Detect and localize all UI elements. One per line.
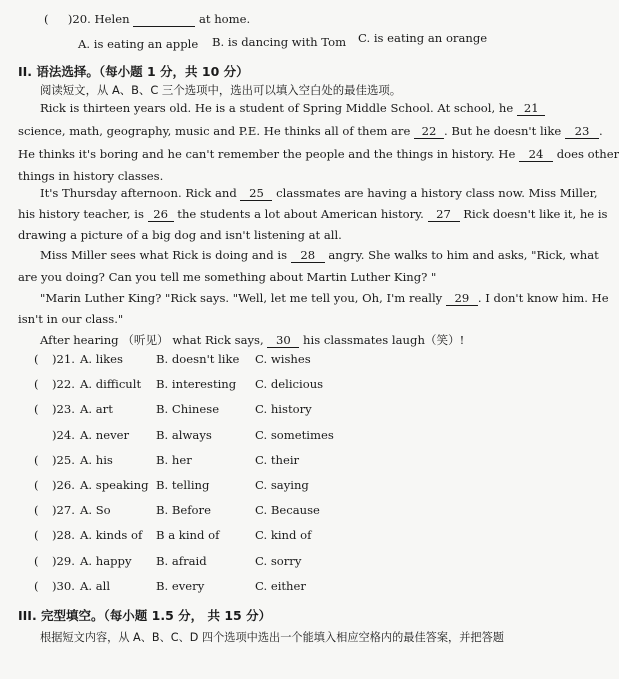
- blank-25: 25: [240, 186, 272, 201]
- passage-text: Miss Miller sees what Rick is doing and is: [40, 248, 288, 262]
- option-b: B. Before: [156, 503, 211, 518]
- passage-text: his classmates laugh（笑）!: [303, 333, 465, 347]
- passage-text: .: [598, 124, 603, 138]
- answer-paren: (: [34, 503, 39, 518]
- option-a: A. difficult: [80, 377, 142, 392]
- q20-stem: [44, 12, 250, 27]
- answer-paren: (: [34, 452, 39, 467]
- question-number: )29.: [52, 553, 75, 568]
- option-c: C. saying: [255, 478, 309, 492]
- option-c: C. sometimes: [255, 427, 334, 442]
- option-c: C. their: [255, 452, 300, 467]
- option-a: A. So: [80, 503, 111, 518]
- passage-line: [40, 248, 599, 263]
- option-a: A. kinds of: [80, 528, 143, 543]
- passage-text: He thinks it's boring and he can't remember the people and the things in history. He: [18, 147, 516, 161]
- blank-30: 30: [267, 333, 299, 348]
- passage-line: [40, 291, 609, 306]
- passage-text: Rick doesn't like it, he is: [463, 207, 608, 221]
- passage-text: his history teacher, is: [18, 207, 144, 221]
- passage-text: "Marin Luther King? "Rick says. "Well, let me tell you, Oh, I'm really: [40, 291, 443, 305]
- option-b: B. every: [156, 578, 205, 593]
- option-b: B. her: [156, 452, 192, 467]
- passage-line: things in history classes.: [18, 169, 164, 183]
- passage-line: [40, 101, 545, 116]
- q20-blank: [133, 12, 195, 27]
- blank-26: 26: [148, 207, 174, 222]
- question-number: )28.: [52, 528, 75, 543]
- passage-line: drawing a picture of a big dog and isn't listening at all.: [18, 228, 342, 242]
- passage-text: classmates are having a history class now. Miss Miller,: [276, 186, 598, 200]
- blank-28: 28: [291, 248, 325, 263]
- question-number: )26.: [52, 478, 75, 492]
- answer-paren: (: [34, 402, 39, 417]
- passage-line: [18, 124, 603, 139]
- passage-line: [18, 207, 608, 222]
- option-b: B a kind of: [156, 528, 220, 543]
- option-c: C. either: [255, 578, 306, 593]
- option-a: A. likes: [80, 352, 123, 366]
- option-c: C. Because: [255, 503, 320, 518]
- passage-text: Rick is thirteen years old. He is a student of Spring Middle School. At school, he: [40, 101, 514, 115]
- answer-paren: (: [34, 578, 39, 593]
- option-b: B. Chinese: [156, 402, 220, 417]
- section-3-title: III. 完型填空。（每小题 1.5 分， 共 15 分）: [18, 608, 272, 623]
- blank-24: 24: [519, 147, 553, 162]
- option-c: C. delicious: [255, 377, 324, 392]
- blank-22: 22: [414, 124, 444, 139]
- question-number: )21.: [52, 352, 75, 366]
- q20-stem-end: at home.: [198, 12, 251, 26]
- passage-text: the students a lot about American history.: [177, 207, 424, 221]
- blank-23: 23: [565, 124, 599, 139]
- answer-paren: (: [34, 528, 39, 543]
- blank-21: 21: [517, 101, 545, 116]
- option-c: C. history: [255, 402, 312, 417]
- q20-stem-start: )20. Helen: [67, 12, 130, 26]
- passage-line: isn't in our class.": [18, 312, 124, 326]
- section-2-instruction: 阅读短文，从 A、B、C 三个选项中，选出可以填入空白处的最佳选项。: [40, 83, 402, 97]
- question-number: )27.: [52, 503, 75, 518]
- passage-text: It's Thursday afternoon. Rick and: [40, 186, 237, 200]
- section-2-title: II. 语法选择。（每小题 1 分，共 10 分）: [18, 64, 249, 79]
- question-number: )25.: [52, 452, 75, 467]
- passage-line: [18, 147, 619, 162]
- q20-paren: (: [44, 12, 49, 26]
- q20-option-b: B. is dancing with Tom: [212, 35, 347, 49]
- option-a: A. all: [80, 578, 111, 593]
- blank-29: 29: [446, 291, 478, 306]
- passage-line: are you doing? Can you tell me something about Martin Luther King? ": [18, 270, 437, 284]
- option-a: A. speaking: [80, 478, 149, 492]
- option-c: C. kind of: [255, 528, 312, 543]
- passage-line: [40, 332, 464, 348]
- answer-paren: (: [34, 377, 39, 392]
- q20-option-c: C. is eating an orange: [358, 31, 488, 45]
- passage-text: does other: [556, 147, 619, 161]
- option-a: A. art: [80, 402, 113, 417]
- option-b: B. interesting: [156, 377, 237, 392]
- option-a: A. never: [80, 427, 130, 442]
- question-number: )30.: [52, 578, 75, 593]
- passage-text: angry. She walks to him and asks, "Rick, what: [328, 248, 599, 262]
- answer-paren: (: [34, 352, 39, 366]
- option-c: C. sorry: [255, 553, 302, 568]
- passage-text: After hearing （听见） what Rick says,: [40, 333, 264, 347]
- q20-option-a: A. is eating an apple: [78, 37, 199, 51]
- question-number: )23.: [52, 402, 75, 417]
- option-a: A. his: [80, 452, 113, 467]
- question-number: )22.: [52, 377, 75, 392]
- option-b: B. always: [156, 427, 212, 442]
- option-b: B. telling: [156, 478, 210, 492]
- option-c: C. wishes: [255, 352, 311, 366]
- section-3-instruction: 根据短文内容，从 A、B、C、D 四个选项中选出一个能填入相应空格内的最佳答案，并把答题: [40, 631, 504, 644]
- passage-text: . I don't know him. He: [477, 291, 609, 305]
- question-number: )24.: [52, 427, 75, 442]
- answer-paren: (: [34, 478, 39, 492]
- blank-27: 27: [428, 207, 460, 222]
- passage-line: [40, 186, 598, 201]
- option-b: B. doesn't like: [156, 352, 240, 366]
- option-a: A. happy: [80, 553, 132, 568]
- option-b: B. afraid: [156, 553, 207, 568]
- passage-text: . But he doesn't like: [444, 124, 562, 138]
- passage-text: science, math, geography, music and P.E. He thinks all of them are: [18, 124, 411, 138]
- answer-paren: (: [34, 553, 39, 568]
